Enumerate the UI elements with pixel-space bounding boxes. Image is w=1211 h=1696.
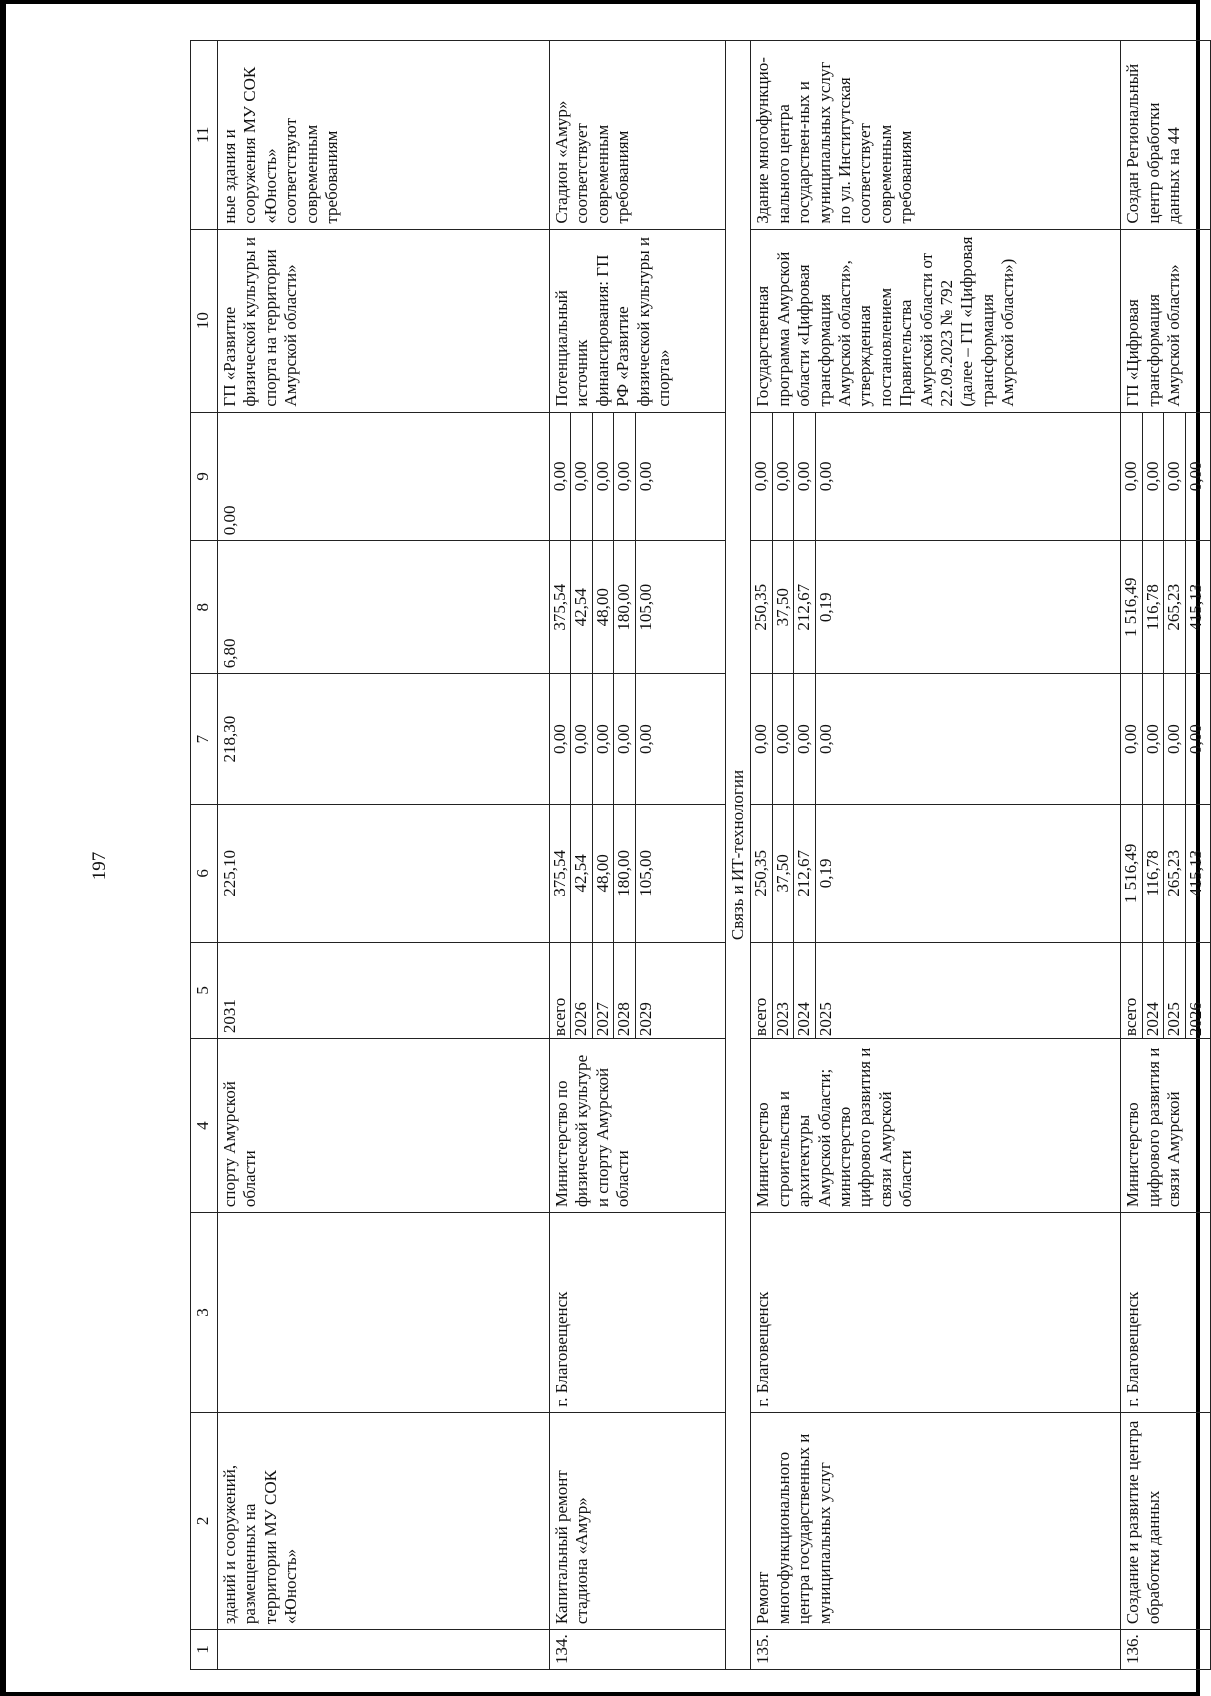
- amount: 1 516,49: [1121, 805, 1142, 942]
- amount: 0,19: [815, 592, 835, 623]
- amount: 105,00: [635, 583, 655, 631]
- year: 2023: [772, 943, 793, 1038]
- amount: 0,00: [815, 724, 835, 755]
- amount: 48,00: [592, 541, 613, 673]
- object-name-cell: Капитальный ремонт стадиона «Амур»: [550, 1412, 726, 1629]
- table-row-136: [1121, 41, 1211, 1670]
- year: 2025: [815, 1002, 835, 1037]
- value-cell: [751, 541, 1121, 674]
- value-cell: 218,30: [218, 674, 550, 805]
- document-body: [190, 40, 1205, 1670]
- value-cell: [1121, 674, 1211, 805]
- header-cell: 4: [191, 1039, 218, 1213]
- rotated-page: [190, 40, 1205, 1670]
- amount: 0,00: [772, 413, 793, 541]
- total-cell: [550, 805, 726, 943]
- amount: 0,00: [1164, 674, 1185, 804]
- amount: 375,54: [550, 805, 571, 942]
- object-name-cell: зданий и сооружений, размещенных на территории МУ СОК «Юность»: [218, 1412, 550, 1629]
- amount: 265,23: [1164, 541, 1185, 673]
- source-cell: Государственная программа Амурской области «Цифровая трансформация Амурской области», утвержденная постановлением Правительства Амурской области от 22.09.2023 № 792 (далее – ГП «Цифровая трансформация Амурской области»): [751, 229, 1121, 412]
- amount: 0,00: [1185, 461, 1205, 492]
- page-number: 197: [89, 851, 110, 881]
- scan-edge-top: [0, 0, 1200, 4]
- amount: 0,00: [550, 413, 571, 541]
- location-cell: г. Благовещенск: [550, 1213, 726, 1413]
- header-cell: 5: [191, 942, 218, 1038]
- amount: 42,54: [571, 541, 592, 673]
- value-cell: [1121, 541, 1211, 674]
- amount: 0,00: [635, 461, 655, 492]
- amount: 250,35: [751, 805, 772, 942]
- amount: 1 516,49: [1121, 541, 1142, 673]
- amount: 180,00: [614, 541, 635, 673]
- year: 2028: [614, 943, 635, 1038]
- amount: 0,00: [1142, 674, 1163, 804]
- header-cell: 1: [191, 1630, 218, 1670]
- amount: 0,00: [1164, 413, 1185, 541]
- amount: 250,35: [751, 541, 772, 673]
- object-name-cell: Создание и развитие центра обработки данных: [1121, 1412, 1211, 1629]
- result-cell: Стадион «Амур» соответствует современным требованиям: [550, 41, 726, 230]
- amount: 212,67: [794, 541, 815, 673]
- amount: 375,54: [550, 541, 571, 673]
- row-number-cell: 136.: [1121, 1630, 1211, 1670]
- section-row: [726, 41, 751, 1670]
- amount: 265,23: [1164, 805, 1185, 942]
- executor-cell: Министерство цифрового развития и связи Амурской: [1121, 1039, 1211, 1213]
- amount: 0,00: [571, 674, 592, 804]
- result-cell: Создан Региональный центр обработки данных на 44: [1121, 41, 1211, 230]
- source-cell: Потенциальный источник финансирования: ГП РФ «Развитие физической культуры и спорта»: [550, 229, 726, 412]
- amount: 0,00: [794, 674, 815, 804]
- year: всего: [1121, 943, 1142, 1038]
- amount: 0,00: [1121, 674, 1142, 804]
- amount: 0,00: [571, 413, 592, 541]
- executor-cell: Министерство строительства и архитектуры Амурской области; министерство цифрового развития и связи Амурской области: [751, 1039, 1121, 1213]
- source-cell: ГП «Развитие физической культуры и спорта на территории Амурской области»: [218, 229, 550, 412]
- amount: 180,00: [614, 805, 635, 942]
- amount: 0,00: [815, 461, 835, 492]
- year: 2027: [592, 943, 613, 1038]
- header-cell: 7: [191, 674, 218, 805]
- amount: 0,00: [794, 413, 815, 541]
- value-cell: [550, 541, 726, 674]
- amount: 0,00: [592, 413, 613, 541]
- amount: 0,00: [550, 674, 571, 804]
- location-cell: [218, 1213, 550, 1413]
- object-name-cell: Ремонт многофункционального центра государственных и муниципальных услуг: [751, 1412, 1121, 1629]
- executor-cell: спорту Амурской области: [218, 1039, 550, 1213]
- value-cell: 6,80: [218, 541, 550, 674]
- amount: 0,00: [1121, 413, 1142, 541]
- year: 2025: [1164, 943, 1185, 1038]
- value-cell: [1121, 412, 1211, 541]
- amount: 0,00: [635, 724, 655, 755]
- amount: 415,13: [1185, 849, 1205, 897]
- year: 2026: [1185, 1002, 1205, 1037]
- scan-edge-bottom: [0, 1692, 1200, 1696]
- amount: 0,00: [614, 413, 635, 541]
- years-cell: [1121, 942, 1211, 1038]
- amount: 0,00: [751, 413, 772, 541]
- amount: 0,19: [815, 858, 835, 889]
- header-cell: 10: [191, 229, 218, 412]
- value-cell: [751, 674, 1121, 805]
- year-cell: 2031: [218, 942, 550, 1038]
- header-cell: 11: [191, 41, 218, 230]
- total-cell: [1121, 805, 1211, 943]
- total-cell: [751, 805, 1121, 943]
- table-row-135: [751, 41, 1121, 1670]
- result-cell: ные здания и сооружения МУ СОК «Юность» соответствуют современным требованиям: [218, 41, 550, 230]
- location-cell: г. Благовещенск: [1121, 1213, 1211, 1413]
- location-cell: г. Благовещенск: [751, 1213, 1121, 1413]
- table-row-continuation: [218, 41, 550, 1670]
- row-number-cell: 135.: [751, 1630, 1121, 1670]
- year: 2026: [571, 943, 592, 1038]
- value-cell: [550, 412, 726, 541]
- amount: 37,50: [772, 805, 793, 942]
- value-cell: 0,00: [218, 412, 550, 541]
- result-cell: Здание многофункцио-нального центра государствен-ных и муниципальных услуг по ул. Институтская соответствует современным требованиям: [751, 41, 1121, 230]
- amount: 212,67: [794, 805, 815, 942]
- amount: 0,00: [772, 674, 793, 804]
- row-number-cell: 134.: [550, 1630, 726, 1670]
- header-cell: 8: [191, 541, 218, 674]
- amount: 48,00: [592, 805, 613, 942]
- program-table: [190, 40, 1211, 1670]
- header-cell: 3: [191, 1213, 218, 1413]
- amount: 116,78: [1142, 541, 1163, 673]
- year: всего: [550, 943, 571, 1038]
- amount: 0,00: [751, 674, 772, 804]
- year: 2024: [1142, 943, 1163, 1038]
- value-cell: [550, 674, 726, 805]
- header-cell: 6: [191, 805, 218, 943]
- amount: 42,54: [571, 805, 592, 942]
- year: 2029: [635, 1002, 655, 1037]
- header-row: [191, 41, 218, 1670]
- amount: 37,50: [772, 541, 793, 673]
- table-row-134: [550, 41, 726, 1670]
- amount: 116,78: [1142, 805, 1163, 942]
- years-cell: [550, 942, 726, 1038]
- header-cell: 2: [191, 1412, 218, 1629]
- header-cell: 9: [191, 412, 218, 541]
- amount: 105,00: [635, 849, 655, 897]
- section-title: Связь и ИТ-технологии: [726, 41, 751, 1670]
- amount: 0,00: [614, 674, 635, 804]
- amount: 0,00: [592, 674, 613, 804]
- row-number-cell: [218, 1630, 550, 1670]
- year: 2024: [794, 943, 815, 1038]
- years-cell: [751, 942, 1121, 1038]
- year: всего: [751, 943, 772, 1038]
- amount: 415,13: [1185, 583, 1205, 631]
- executor-cell: Министерство по физической культуре и спорту Амурской области: [550, 1039, 726, 1213]
- source-cell: ГП «Цифровая трансформация Амурской области»: [1121, 229, 1211, 412]
- total-cell: 225,10: [218, 805, 550, 943]
- value-cell: [751, 412, 1121, 541]
- scan-edge-left: [0, 0, 6, 1696]
- amount: 0,00: [1185, 724, 1205, 755]
- amount: 0,00: [1142, 413, 1163, 541]
